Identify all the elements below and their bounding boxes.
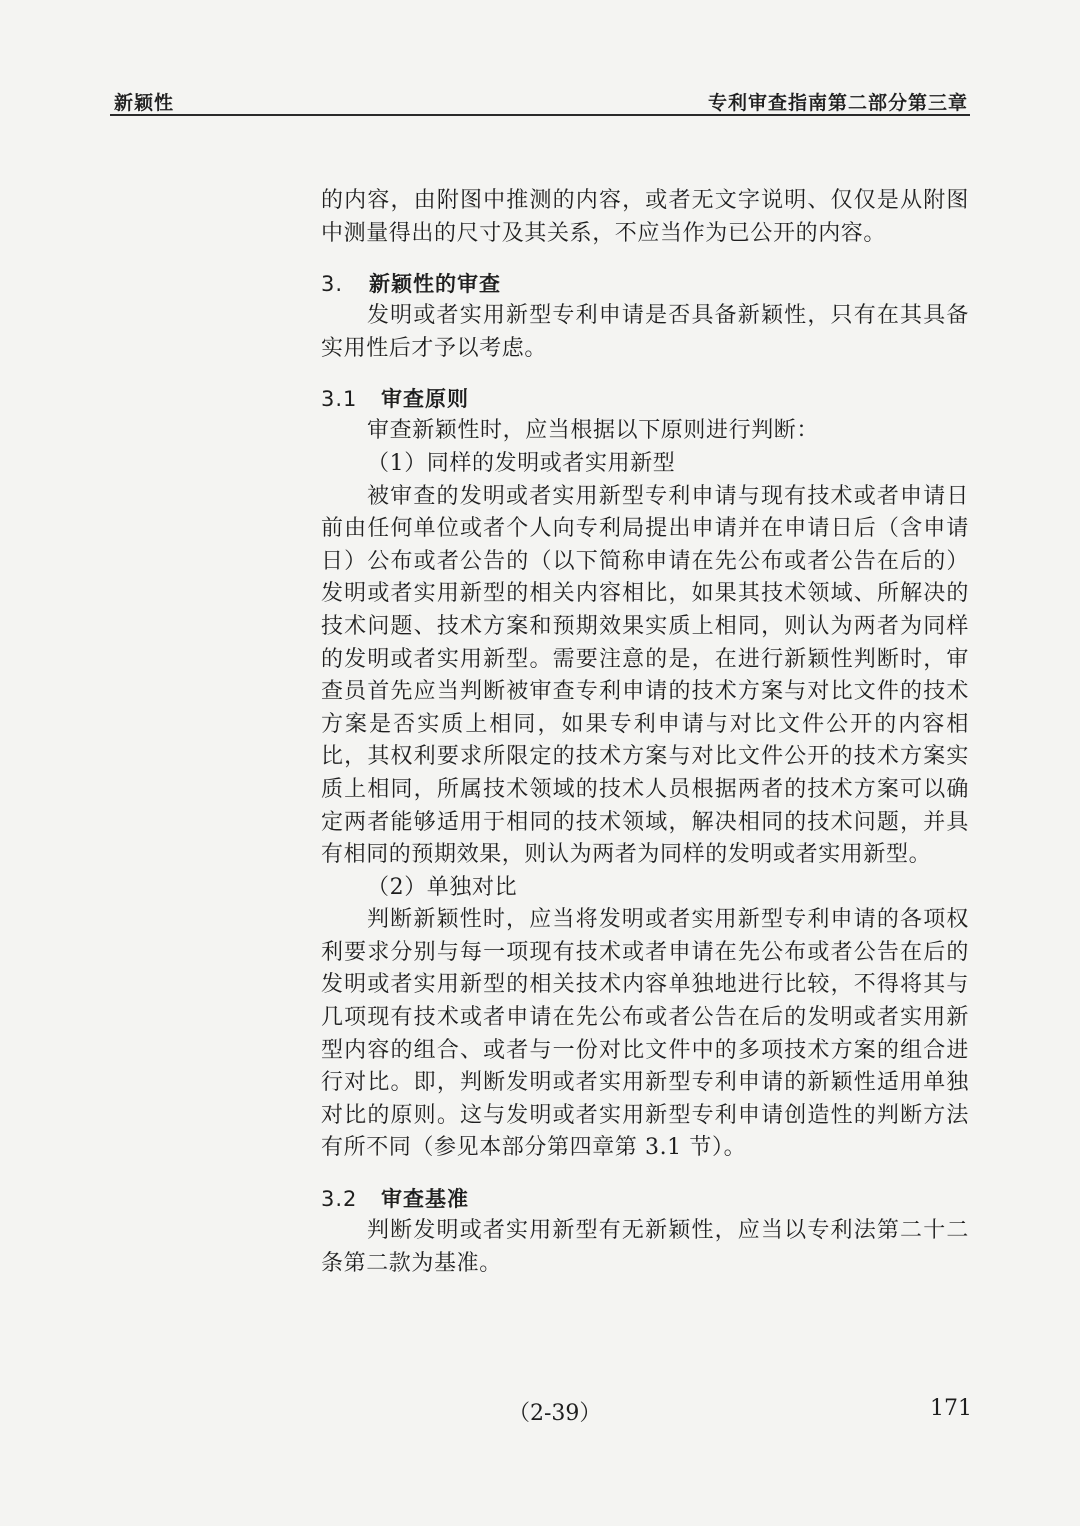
paragraph: 审查新颖性时，应当根据以下原则进行判断： [367,418,820,444]
section-heading-3 [321,268,969,300]
running-header [110,84,970,116]
paragraph-continued: 的内容，由附图中推测的内容，或者无文字说明、仅仅是从附图中测量得出的尺寸及其关系，不应当作为已公开的内容。 [321,188,969,246]
section-number: 3.1 [321,387,358,412]
section-title: 审查原则 [381,387,469,412]
header-section-title: 新颖性 [114,92,175,114]
section-number: 3.2 [321,1187,358,1212]
list-item-heading: （2）单独对比 [367,874,518,900]
list-item-heading: （1）同样的发明或者实用新型 [367,450,676,476]
paragraph: 发明或者实用新型专利申请是否具备新颖性，只有在其具备实用性后才予以考虑。 [321,303,969,361]
section-heading-3-1 [321,383,969,415]
section-title: 审查基准 [381,1187,469,1212]
paragraph: 被审查的发明或者实用新型专利申请与现有技术或者申请日前由任何单位或者个人向专利局提出申请并在申请日后（含申请日）公布或者公告的（以下简称申请在先公布或者公告在后的）发明或者实用新型的相关内容相比，如果其技术领域、所解决的技术问题、技术方案和预期效果实质上相同，则认为两者为同样的发明或者实用新型。需要注意的是，在进行新颖性判断时，审查员首先应当判断被审查专利申请的技术方案与对比文件的技术方案是否实质上相同，如果专利申请与对比文件公开的内容相比，其权利要求所限定的技术方案与对比文件公开的技术方案实质上相同，所属技术领域的技术人员根据两者的技术方案可以确定两者能够适用于相同的技术领域，解决相同的技术问题，并具有相同的预期效果，则认为两者为同样的发明或者实用新型。 [321,483,969,868]
footer-page-code: （2-39） [508,1401,602,1426]
paragraph: 判断发明或者实用新型有无新颖性，应当以专利法第二十二条第二款为基准。 [321,1218,969,1276]
section-number: 3. [321,272,344,297]
section-title: 新颖性的审查 [369,272,501,297]
header-chapter-title: 专利审查指南第二部分第三章 [707,92,968,114]
paragraph: 判断新颖性时，应当将发明或者实用新型专利申请的各项权利要求分别与每一项现有技术或者申请在先公布或者公告在后的发明或者实用新型的相关技术内容单独地进行比较，不得将其与几项现有技术或者申请在先公布或者公告在后的发明或者实用新型内容的组合、或者与一份对比文件中的多项技术方案的组合进行对比。即，判断发明或者实用新型专利申请的新颖性适用单独对比的原则。这与发明或者实用新型专利申请创造性的判断方法有所不同（参见本部分第四章第 3.1 节）。 [321,907,969,1161]
page-number: 171 [930,1396,972,1421]
page-body [321,185,969,1280]
section-heading-3-2 [321,1183,969,1215]
